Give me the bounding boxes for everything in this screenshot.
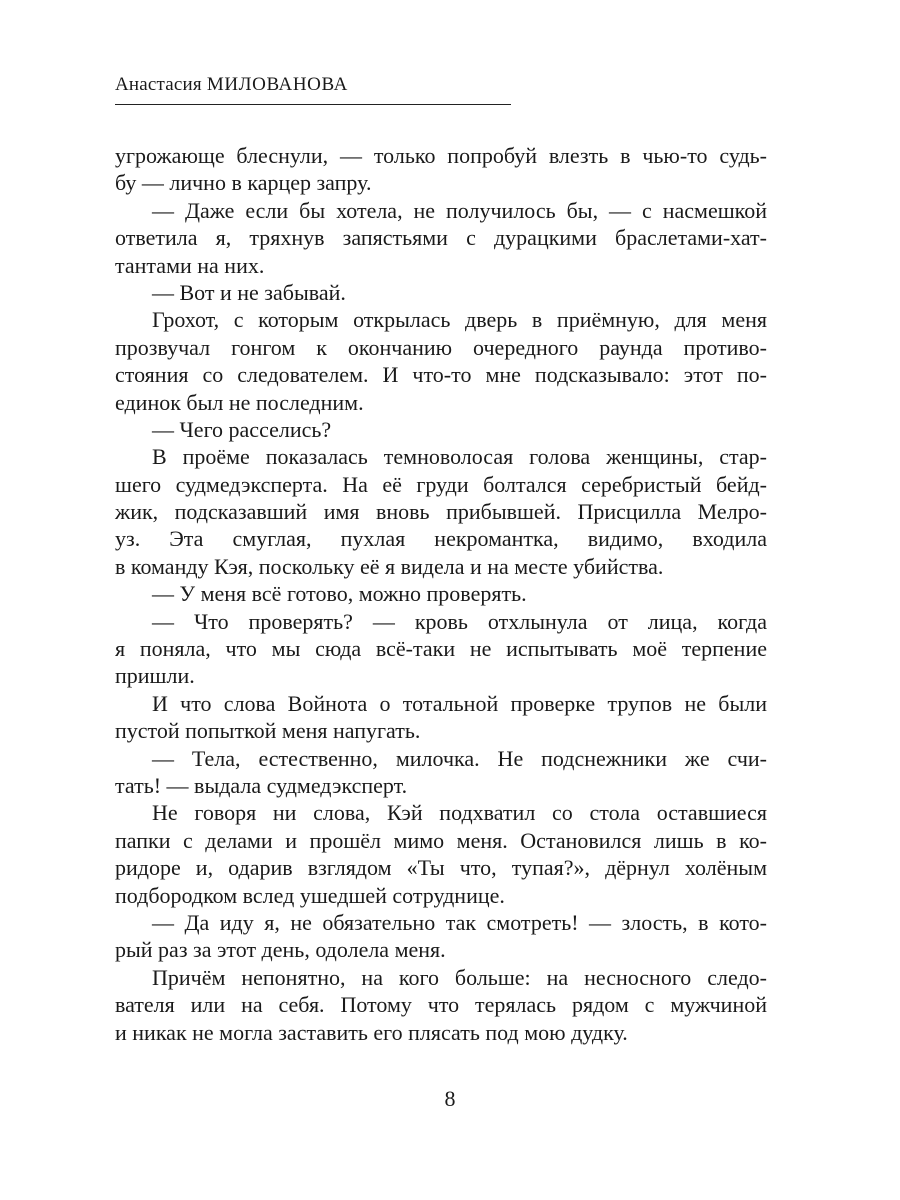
text-line: тать! — выдала судмедэксперт. [115,772,408,798]
text-line: тантами на них. [115,252,265,278]
text-line: прозвучал гонгом к окончанию очередного раунда противо- [115,334,767,360]
text-line: единок был не последним. [115,389,364,415]
text-line: жик, подсказавший имя вновь прибывшей. Присцилла Мелро- [115,499,767,525]
text-line: ридоре и, одарив взглядом «Ты что, тупая?», дёрнул холёным [115,855,767,881]
text-line: пустой попыткой меня напугать. [115,718,421,744]
text-line: уз. Эта смуглая, пухлая некромантка, видимо, входила [115,526,767,552]
text-line: подбородком вслед ушедшей сотруднице. [115,882,505,908]
text-line: — Вот и не забывай. [152,279,346,305]
author-last-name: МИЛОВАНОВА [206,74,348,95]
text-line: рый раз за этот день, одолела меня. [115,937,446,963]
text-line: папки с делами и прошёл мимо меня. Остановился лишь в ко- [115,827,767,853]
text-line: — Тела, естественно, милочка. Не подснежники же счи- [152,745,767,771]
text-line: И что слова Войнота о тотальной проверке трупов не были [152,690,767,716]
text-line: стояния со следователем. И что-то мне подсказывало: этот по- [115,362,767,388]
text-line: — Да иду я, не обязательно так смотреть! — злость, в кото- [152,909,767,935]
text-line: ответила я, тряхнув запястьями с дурацкими браслетами-хат- [115,225,767,251]
text-line: — У меня всё готово, можно проверять. [152,581,527,607]
body-text [115,142,767,1046]
text-line: шего судмедэксперта. На её груди болтался серебристый бейд- [115,471,767,497]
text-line: угрожающе блеснули, — только попробуй влезть в чью-то судь- [115,143,767,168]
text-line: — Что проверять? — кровь отхлынула от лица, когда [152,608,767,634]
author-first-name: Анастасия [115,74,202,95]
text-line: пришли. [115,663,195,689]
text-line: вателя или на себя. Потому что терялась рядом с мужчиной [115,992,767,1018]
page-number: 8 [444,1086,456,1111]
text-line: я поняла, что мы сюда всё-таки не испытывать моё терпение [115,636,767,662]
text-line: и никак не могла заставить его плясать под мою дудку. [115,1019,628,1045]
text-line: Причём непонятно, на кого больше: на несносного следо- [152,964,767,990]
text-line: Не говоря ни слова, Кэй подхватил со стола оставшиеся [152,800,767,826]
running-header-author [115,72,511,98]
text-line: бу — лично в карцер запру. [115,170,372,196]
text-line: в команду Кэя, поскольку её я видела и на месте убийства. [115,553,664,579]
running-header [115,72,511,105]
text-line: Грохот, с которым открылась дверь в приёмную, для меня [152,307,767,333]
text-line: В проёме показалась темноволосая голова женщины, стар- [152,444,767,470]
text-line: — Чего расселись? [152,416,332,442]
text-line: — Даже если бы хотела, не получилось бы, — с насмешкой [152,197,767,223]
